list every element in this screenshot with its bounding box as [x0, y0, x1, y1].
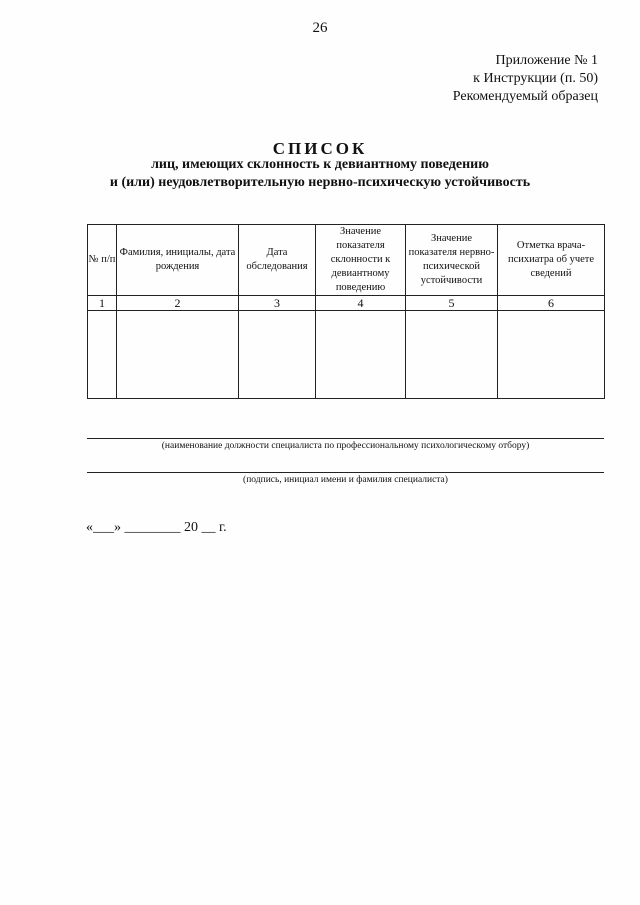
header-psychiatrist-note: Отметка врача-психиатра об учете сведений	[498, 225, 605, 296]
appendix-reference: к Инструкции (п. 50)	[473, 71, 598, 86]
table-cell[interactable]	[239, 311, 316, 399]
document-title: СПИСОК	[272, 139, 368, 158]
table-header-row	[88, 225, 605, 296]
date-line[interactable]: «___» ________ 20 __ г.	[86, 520, 227, 535]
document-subtitle-line-1: лиц, имеющих склонность к девиантному поведению	[151, 157, 489, 172]
register-table	[87, 224, 605, 399]
table-cell[interactable]	[117, 311, 239, 399]
header-full-name: Фамилия, инициалы, дата рождения	[117, 225, 239, 296]
table-cell[interactable]	[406, 311, 498, 399]
column-number-row	[88, 296, 605, 311]
column-number: 2	[117, 296, 239, 311]
header-deviant-score: Значение показателя склонности к девиантному поведению	[316, 225, 406, 296]
appendix-number: Приложение № 1	[495, 53, 598, 68]
column-number: 6	[498, 296, 605, 311]
table-row	[88, 311, 605, 399]
column-number: 3	[239, 296, 316, 311]
table-cell[interactable]	[88, 311, 117, 399]
header-row-number: № п/п	[88, 225, 117, 296]
document-subtitle-line-2: и (или) неудовлетворительную нервно-психическую устойчивость	[109, 175, 531, 190]
position-caption: (наименование должности специалиста по профессиональному психологическому отбору)	[161, 441, 530, 451]
header-exam-date: Дата обследования	[239, 225, 316, 296]
page-number: 26	[312, 20, 328, 36]
column-number: 1	[88, 296, 117, 311]
header-stability-score: Значение показателя нервно-психической устойчивости	[406, 225, 498, 296]
column-number: 4	[316, 296, 406, 311]
signature-caption: (подпись, инициал имени и фамилия специалиста)	[243, 475, 448, 485]
table-cell[interactable]	[316, 311, 406, 399]
signature-line[interactable]	[87, 472, 604, 473]
table-cell[interactable]	[498, 311, 605, 399]
position-line[interactable]	[87, 438, 604, 439]
appendix-sample-note: Рекомендуемый образец	[452, 89, 598, 104]
column-number: 5	[406, 296, 498, 311]
